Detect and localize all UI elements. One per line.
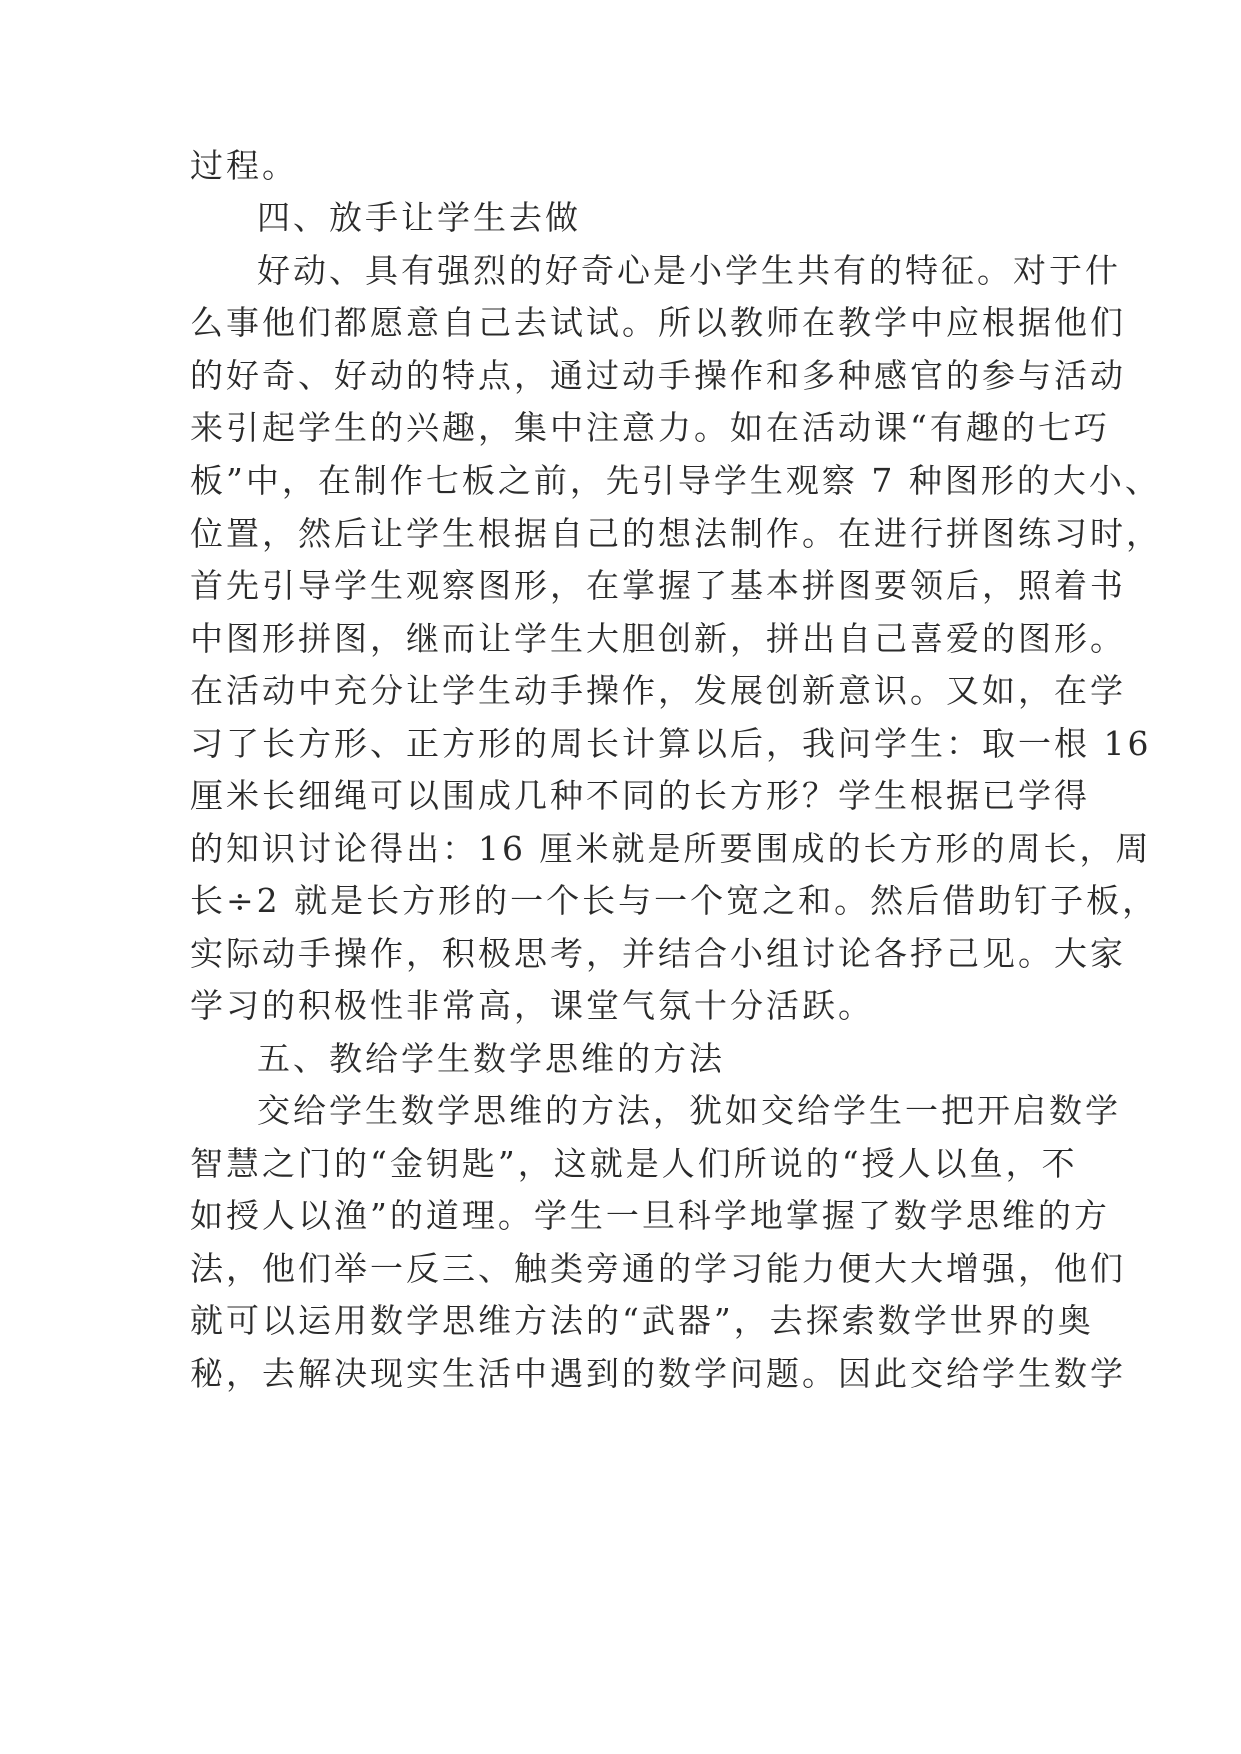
text-line: 中图形拼图，继而让学生大胆创新，拼出自己喜爱的图形。 [190, 619, 1126, 658]
section-heading: 四、放手让学生去做 [257, 198, 581, 237]
text-line: 秘，去解决现实生活中遇到的数学问题。因此交给学生数学 [190, 1354, 1126, 1393]
text-line: 位置，然后让学生根据自己的想法制作。在进行拼图练习时， [190, 514, 1162, 553]
text-line: 就可以运用数学思维方法的“武器”，去探索数学世界的奥 [190, 1301, 1094, 1340]
text-line: 么事他们都愿意自己去试试。所以教师在教学中应根据他们 [190, 303, 1126, 342]
text-line: 法，他们举一反三、触类旁通的学习能力便大大增强，他们 [190, 1249, 1126, 1288]
text-line: 的知识讨论得出：16 厘米就是所要围成的长方形的周长，周 [190, 829, 1152, 868]
text-line: 厘米长细绳可以围成几种不同的长方形？学生根据已学得 [190, 776, 1090, 815]
text-line: 学习的积极性非常高，课堂气氛十分活跃。 [190, 986, 874, 1025]
text-line: 交给学生数学思维的方法，犹如交给学生一把开启数学 [257, 1091, 1121, 1130]
text-line: 首先引导学生观察图形，在掌握了基本拼图要领后，照着书 [190, 566, 1126, 605]
text-line: 过程。 [190, 146, 298, 185]
text-line: 实际动手操作，积极思考，并结合小组讨论各抒己见。大家 [190, 934, 1126, 973]
text-line: 来引起学生的兴趣，集中注意力。如在活动课“有趣的七巧 [190, 408, 1110, 447]
text-line: 长÷2 就是长方形的一个长与一个宽之和。然后借助钉子板， [190, 881, 1159, 920]
text-line: 如授人以渔”的道理。学生一旦科学地掌握了数学思维的方 [190, 1196, 1110, 1235]
text-line: 在活动中充分让学生动手操作，发展创新意识。又如，在学 [190, 671, 1126, 710]
text-line: 的好奇、好动的特点，通过动手操作和多种感官的参与活动 [190, 356, 1126, 395]
text-line: 好动、具有强烈的好奇心是小学生共有的特征。对于什 [257, 251, 1121, 290]
text-line: 智慧之门的“金钥匙”，这就是人们所说的“授人以鱼，不 [190, 1144, 1078, 1183]
text-line: 板”中，在制作七板之前，先引导学生观察 7 种图形的大小、 [190, 461, 1161, 500]
text-line: 习了长方形、正方形的周长计算以后，我问学生：取一根 16 [190, 724, 1152, 763]
section-heading: 五、教给学生数学思维的方法 [257, 1039, 725, 1078]
